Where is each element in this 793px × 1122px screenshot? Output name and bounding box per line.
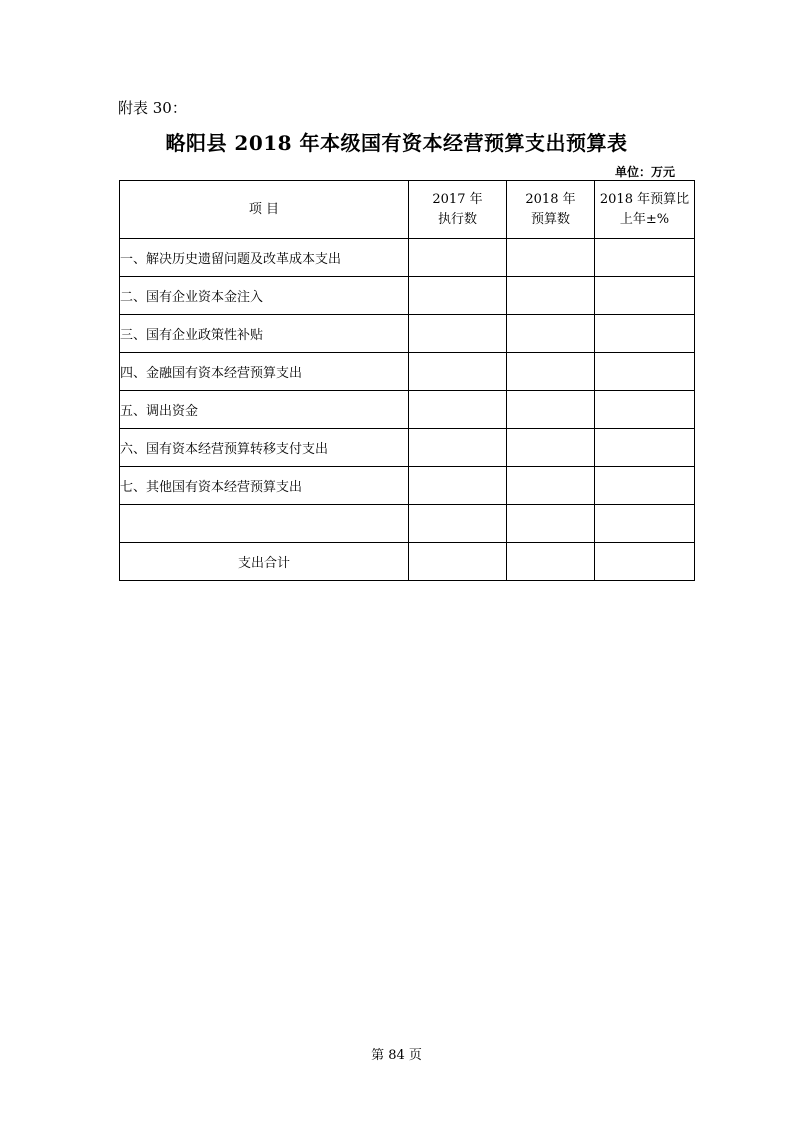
header-item-label: 项 目 bbox=[248, 201, 280, 217]
header-ratio bbox=[595, 181, 695, 239]
page-number: 第 84 页 bbox=[371, 1048, 422, 1063]
cell-2018 bbox=[507, 467, 595, 505]
header-2017-line2: 执行数 bbox=[437, 211, 477, 227]
cell-ratio bbox=[595, 239, 695, 277]
row-label: 五、调出资金 bbox=[120, 391, 409, 429]
header-ratio-line1: 2018 年预算比 bbox=[599, 191, 690, 207]
cell-2017 bbox=[409, 429, 507, 467]
row-label: 二、国有企业资本金注入 bbox=[120, 277, 409, 315]
cell-ratio bbox=[595, 429, 695, 467]
table-row bbox=[120, 315, 695, 353]
table-row bbox=[120, 353, 695, 391]
budget-table bbox=[119, 180, 695, 581]
row-label: 六、国有资本经营预算转移支付支出 bbox=[120, 429, 409, 467]
cell-2018 bbox=[507, 239, 595, 277]
cell-2018 bbox=[507, 315, 595, 353]
row-label: 四、金融国有资本经营预算支出 bbox=[120, 353, 409, 391]
unit-label: 单位：万元 bbox=[614, 165, 675, 179]
cell-2017 bbox=[409, 391, 507, 429]
table-row bbox=[120, 429, 695, 467]
table-row-empty bbox=[120, 505, 695, 543]
header-2017-line1: 2017 年 bbox=[432, 191, 483, 207]
cell-2017 bbox=[409, 277, 507, 315]
cell-ratio bbox=[595, 277, 695, 315]
header-ratio-line2: 上年±% bbox=[619, 211, 670, 227]
header-2017 bbox=[409, 181, 507, 239]
cell-ratio bbox=[595, 353, 695, 391]
total-2018 bbox=[507, 543, 595, 581]
table-row bbox=[120, 239, 695, 277]
header-item bbox=[120, 181, 409, 239]
header-2018-line2: 预算数 bbox=[530, 211, 570, 227]
attachment-label: 附表 30： bbox=[118, 99, 187, 117]
header-2018 bbox=[507, 181, 595, 239]
table-row bbox=[120, 277, 695, 315]
table-row bbox=[120, 391, 695, 429]
header-2018-line1: 2018 年 bbox=[525, 191, 576, 207]
cell-2018 bbox=[507, 277, 595, 315]
cell-2018 bbox=[507, 391, 595, 429]
cell-ratio bbox=[595, 467, 695, 505]
cell-2017 bbox=[409, 505, 507, 543]
table-row bbox=[120, 467, 695, 505]
cell-2017 bbox=[409, 467, 507, 505]
row-label: 一、解决历史遗留问题及改革成本支出 bbox=[120, 239, 409, 277]
cell-2017 bbox=[409, 315, 507, 353]
header-row bbox=[120, 181, 695, 239]
row-label bbox=[120, 505, 409, 543]
row-label: 七、其他国有资本经营预算支出 bbox=[120, 467, 409, 505]
cell-2018 bbox=[507, 505, 595, 543]
document-title: 略阳县 2018 年本级国有资本经营预算支出预算表 bbox=[165, 131, 628, 155]
cell-2017 bbox=[409, 353, 507, 391]
cell-ratio bbox=[595, 505, 695, 543]
total-label: 支出合计 bbox=[120, 543, 409, 581]
total-2017 bbox=[409, 543, 507, 581]
cell-2018 bbox=[507, 353, 595, 391]
cell-ratio bbox=[595, 391, 695, 429]
row-label: 三、国有企业政策性补贴 bbox=[120, 315, 409, 353]
cell-2018 bbox=[507, 429, 595, 467]
total-ratio bbox=[595, 543, 695, 581]
total-row bbox=[120, 543, 695, 581]
cell-ratio bbox=[595, 315, 695, 353]
cell-2017 bbox=[409, 239, 507, 277]
